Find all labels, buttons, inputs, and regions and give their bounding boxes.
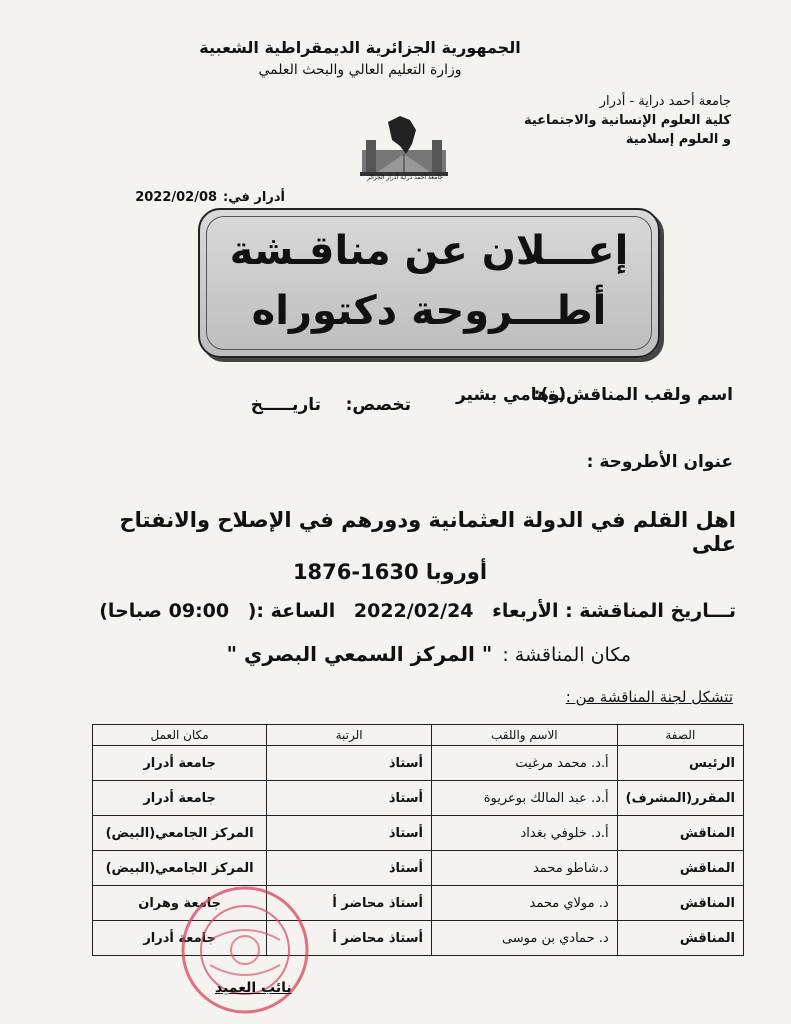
member-role: المناقش [617,851,743,886]
committee-header-row [93,725,744,746]
announcement-title-line2: أطـــروحة دكتوراه [251,288,607,334]
candidate-label: اسم ولقب المناقش(ة): [533,385,733,405]
defense-date-label: تـــاريخ المناقشة : الأربعاء [492,600,736,622]
faculty-name: كلية العلوم الإنسانية والاجتماعية [523,113,731,128]
table-row [93,781,744,816]
member-place: المركز الجامعي(البيض) [93,816,267,851]
thesis-label: عنوان الأطروحة : [586,452,733,472]
logo-caption: جامعة أحمد دراية أدرار الجزائر [367,174,443,181]
member-rank: أستاذ [267,816,432,851]
issue-date-value: 2022/02/08 [135,190,218,205]
member-role: المناقش [617,921,743,956]
defense-date-row [56,600,736,622]
member-place: المركز الجامعي(البيض) [93,851,267,886]
ministry-heading: وزارة التعليم العالي والبحث العلمي [258,62,462,78]
signature-title: نائب العميد [215,980,292,996]
member-name: د. مولاي محمد [431,886,617,921]
member-role: المناقش [617,816,743,851]
candidate-name: توهامي بشير [455,385,566,405]
member-name: د.شاطو محمد [431,851,617,886]
member-rank: أستاذ محاضر أ [267,921,432,956]
defense-date-value: 2022/02/24 [353,600,474,622]
member-name: أ.د. محمد مرغيت [431,746,617,781]
official-stamp-icon [170,880,320,1020]
member-rank: أستاذ [267,781,432,816]
member-name: أ.د. خلوفي بغداد [431,816,617,851]
announcement-title-box [198,208,660,358]
issue-date-label: أدرار في: [223,190,285,205]
header-place: مكان العمل [93,725,267,746]
member-rank: أستاذ محاضر أ [267,886,432,921]
table-row [93,746,744,781]
member-place: جامعة وهران [93,886,267,921]
member-place: جامعة أدرار [93,921,267,956]
university-block [491,92,731,149]
member-name: د. حمادي بن موسى [431,921,617,956]
defense-time-value: 09:00 صباحا) [99,600,230,622]
defense-place-value: " المركز السمعي البصري " [226,642,493,666]
specialty-value: تاريـــــخ [250,395,321,415]
defense-place-row [227,642,631,666]
member-name: أ.د. عبد المالك بوعريوة [431,781,617,816]
member-role: الرئيس [617,746,743,781]
member-rank: أستاذ [267,746,432,781]
announcement-title-line1: إعـــلان عن مناقـشة [229,228,629,274]
member-place: جامعة أدرار [93,746,267,781]
table-row [93,816,744,851]
member-role: المقرر(المشرف) [617,781,743,816]
header-role: الصفة [617,725,743,746]
thesis-title-line1: اهل القلم في الدولة العثمانية ودورهم في الإصلاح والانفتاح على [119,508,736,556]
header-rank: الرتبة [267,725,432,746]
faculty-name-cont: و العلوم إسلامية [625,132,731,147]
republic-heading: الجمهورية الجزائرية الديمقراطية الشعبية [199,38,521,57]
issue-date [125,190,285,205]
header-name: الاسم واللقب [431,725,617,746]
defense-time-label: الساعة :( [247,600,336,622]
member-rank: أستاذ [267,851,432,886]
committee-label: تتشكل لجنة المناقشة من : [565,688,733,706]
university-name: جامعة أحمد دراية - أدرار [599,94,731,109]
thesis-title-line2: أوروبا 1630-1876 [292,560,488,584]
member-role: المناقش [617,886,743,921]
member-place: جامعة أدرار [93,781,267,816]
defense-place-label: مكان المناقشة : [502,644,631,666]
specialty-label: تخصص: [345,395,411,415]
